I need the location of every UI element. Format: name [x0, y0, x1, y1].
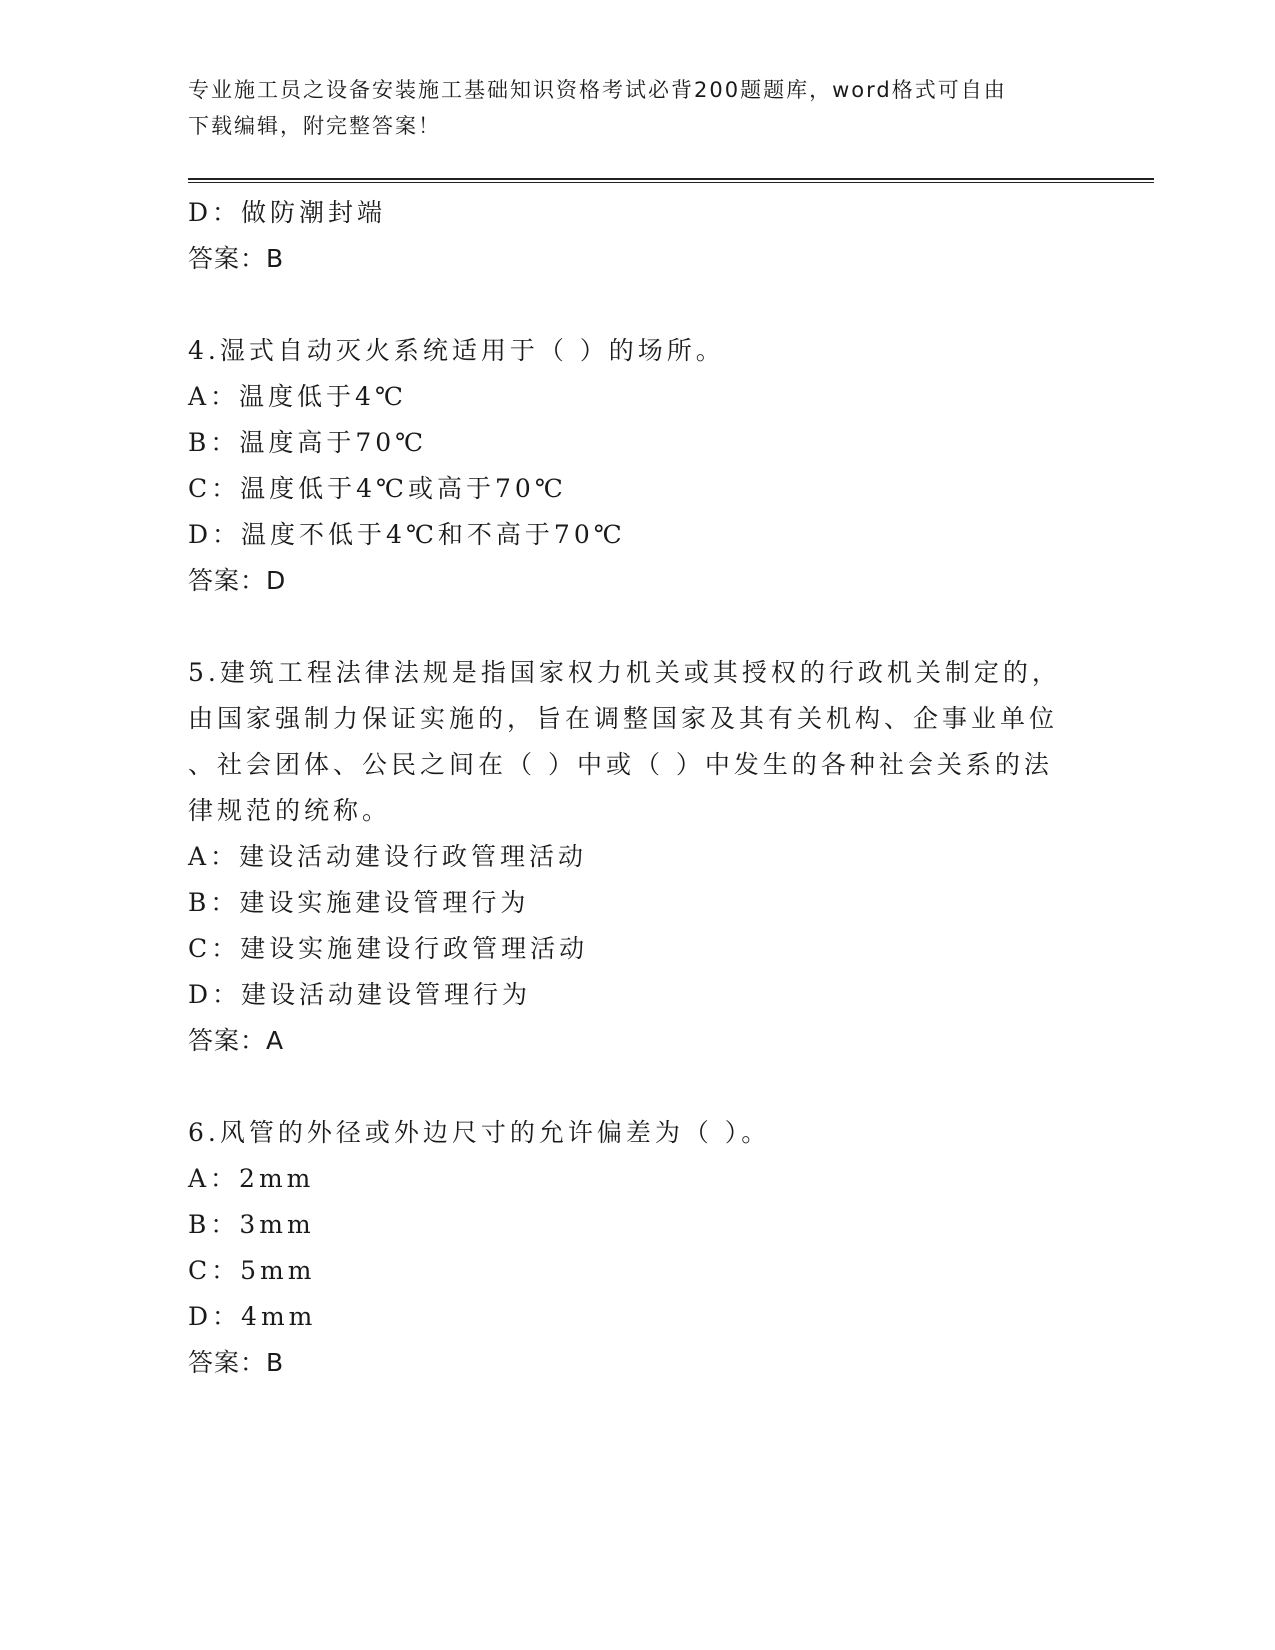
header-divider-thin: [188, 182, 1154, 183]
answer-line: 答案：D: [188, 566, 287, 595]
question-6: [188, 1110, 1088, 1386]
question-stem-line-1: 5.建筑工程法律法规是指国家权力机关或其授权的行政机关制定的，: [188, 658, 1061, 687]
option-a: A：温度低于4℃: [188, 382, 407, 411]
question-stem-line-3: 、社会团体、公民之间在（ ）中或（ ）中发生的各种社会关系的法: [188, 750, 1053, 779]
answer-line: 答案：B: [188, 1348, 285, 1377]
option-d: D：4mm: [188, 1302, 317, 1331]
option-a: A：2mm: [188, 1164, 315, 1193]
option-a: A：建设活动建设行政管理活动: [188, 842, 588, 871]
question-5: [188, 650, 1088, 1064]
option-d: D：做防潮封端: [188, 198, 387, 227]
option-c: C：5mm: [188, 1256, 316, 1285]
option-b: B：建设实施建设管理行为: [188, 888, 530, 917]
option-c: C：温度低于4℃或高于70℃: [188, 474, 567, 503]
header-divider: [188, 178, 1154, 180]
option-d: D：建设活动建设管理行为: [188, 980, 532, 1009]
document-header: [188, 72, 1088, 144]
option-c: C：建设实施建设行政管理活动: [188, 934, 589, 963]
header-title-line-1: 专业施工员之设备安装施工基础知识资格考试必背200题题库，word格式可自由: [188, 78, 1007, 102]
option-b: B：温度高于70℃: [188, 428, 428, 457]
option-d: D：温度不低于4℃和不高于70℃: [188, 520, 626, 549]
header-title-line-2: 下载编辑，附完整答案！: [188, 114, 441, 138]
question-stem-line-2: 由国家强制力保证实施的，旨在调整国家及其有关机构、企事业单位: [188, 704, 1059, 733]
option-b: B：3mm: [188, 1210, 315, 1239]
answer-line: 答案：A: [188, 1026, 285, 1055]
question-list: [188, 190, 1088, 1386]
answer-line: 答案：B: [188, 244, 285, 273]
question-stem-line-4: 律规范的统称。: [188, 796, 392, 825]
question-stem: 4.湿式自动灭火系统适用于（ ）的场所。: [188, 336, 725, 365]
question-4: [188, 328, 1088, 604]
question-stem: 6.风管的外径或外边尺寸的允许偏差为（ ）。: [188, 1118, 771, 1147]
